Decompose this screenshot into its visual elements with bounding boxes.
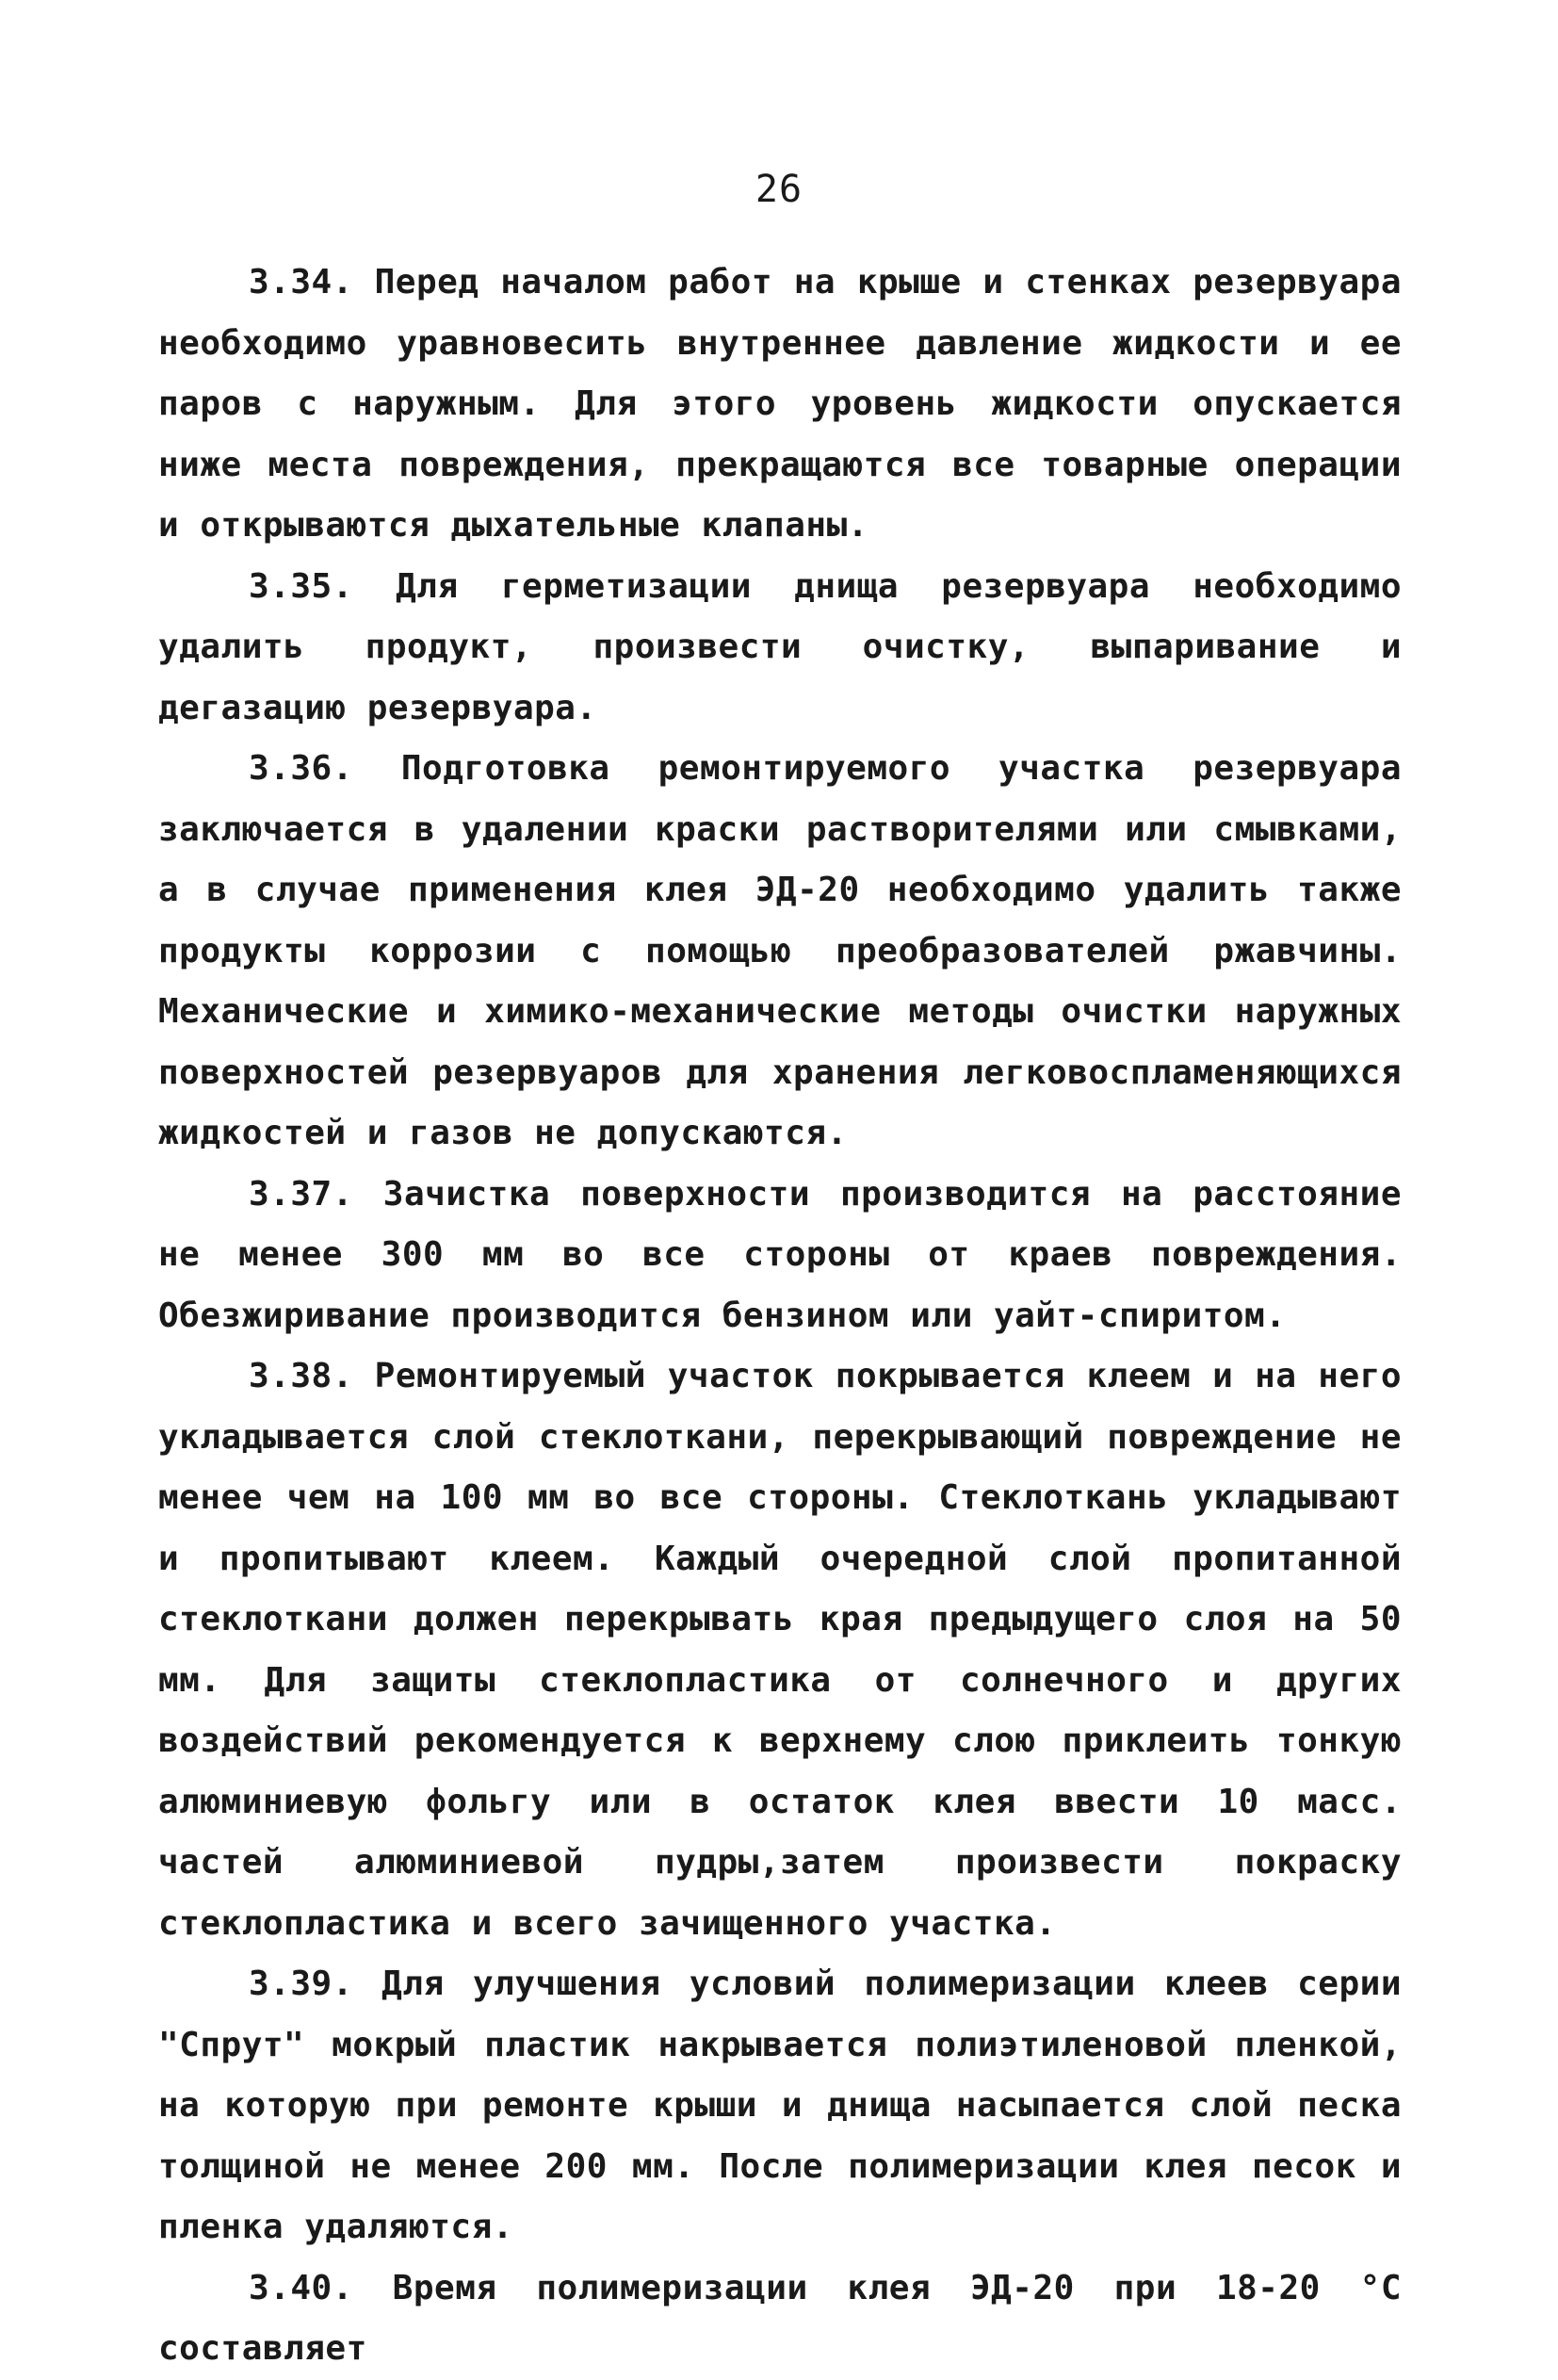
page-number: 26 [755, 168, 803, 211]
paragraph-text: 3.40. Время полимеризации клея ЭД-20 при 18-20 °С составляет [158, 2268, 1423, 2368]
paragraph-3-35 [158, 557, 1423, 740]
paragraph-text: 3.36. Подготовка ремонтируемого участка резервуара заключается в удалении краски растворителями или смывками, а в случае применения клея ЭД-20 необходимо удалить также продукты коррозии с помощью преобразователей ржавчины. Механические и химико-механические методы очистки наружных поверхностей резервуаров для хранения легковоспламеняющихся жидкостей и газов не допускаются. [158, 749, 1423, 1152]
paragraph-text: 3.35. Для герметизации днища резервуара необходимо удалить продукт, произвести очистку, выпаривание и дегазацию резервуара. [158, 566, 1423, 727]
paragraph-text: 3.37. Зачистка поверхности производится на расстояние не менее 300 мм во все стороны от краев повреждения. Обезжиривание производится бензином или уайт-спиритом. [158, 1174, 1423, 1335]
paragraph-3-38 [158, 1346, 1423, 1954]
paragraph-3-39 [158, 1954, 1423, 2258]
paragraph-3-36 [158, 739, 1423, 1165]
paragraph-text: 3.38. Ремонтируемый участок покрывается клеем и на него укладывается слой стеклоткани, перекрывающий повреждение не менее чем на 100 мм во все стороны. Стеклоткань укладывают и пропитывают клеем. Каждый очередной слой пропитанной стеклоткани должен перекрывать края предыдущего слоя на 50 мм. Для защиты стеклопластика от солнечного и других воздействий рекомендуется к верхнему слою приклеить тонкую алюминиевую фольгу или в остаток клея ввести 10 масс. частей алюминиевой пудры,затем произвести покраску стеклопластика и всего зачищенного участка. [158, 1357, 1423, 1943]
paragraph-text: 3.34. Перед началом работ на крыше и стенках резервуара необходимо уравновесить внутреннее давление жидкости и ее паров с наружным. Для этого уровень жидкости опускается ниже места повреждения, прекращаются все товарные операции и открываются дыхательные клапаны. [158, 263, 1423, 545]
paragraph-3-40 [158, 2258, 1423, 2380]
paragraph-3-34 [158, 253, 1423, 557]
paragraph-3-37 [158, 1165, 1423, 1347]
document-body [158, 253, 1423, 2380]
paragraph-text: 3.39. Для улучшения условий полимеризации клеев серии "Спрут" мокрый пластик накрывается полиэтиленовой пленкой, на которую при ремонте крыши и днища насыпается слой песка толщиной не менее 200 мм. После полимеризации клея песок и пленка удаляются. [158, 1964, 1423, 2246]
